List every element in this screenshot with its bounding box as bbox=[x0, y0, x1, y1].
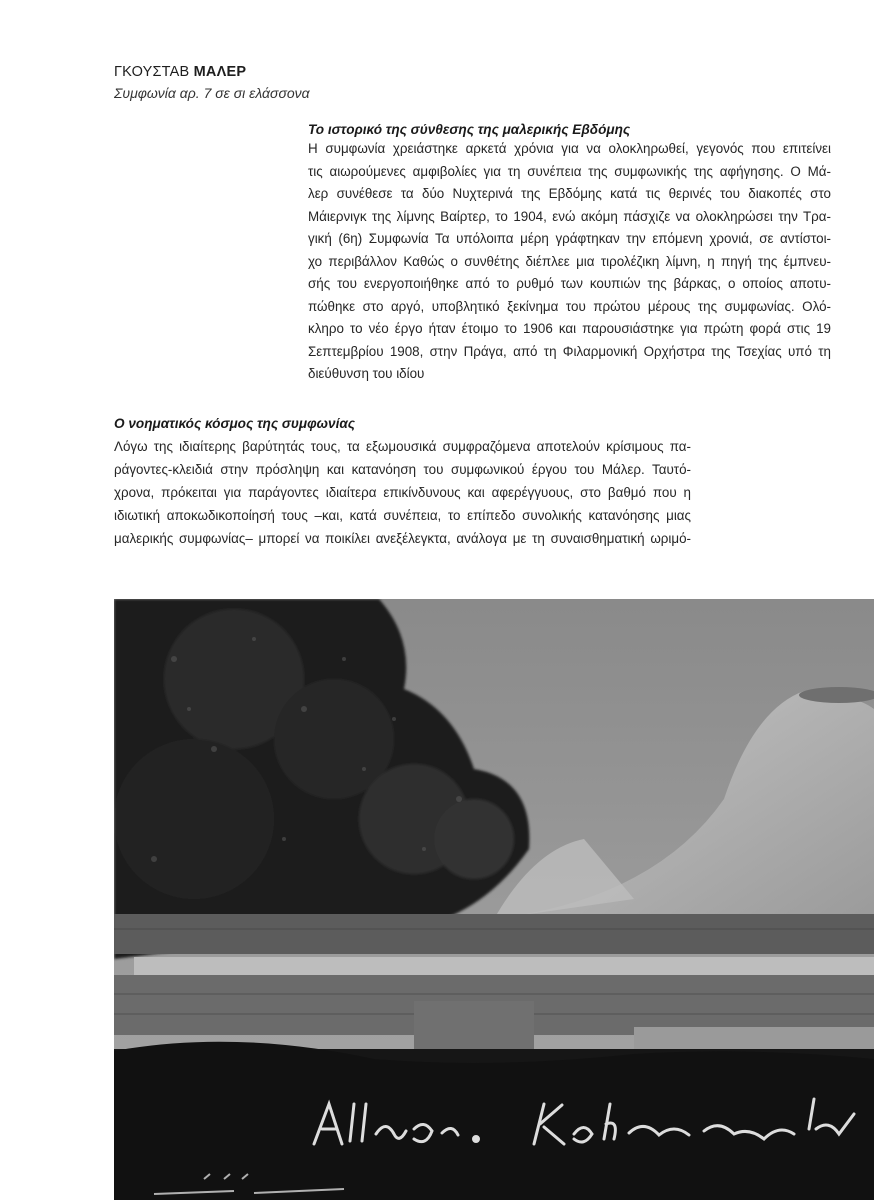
section2-line: χρονα, πρόκειται για παράγοντες ιδιαίτερα επικίνδυνους και αφερέγγυους, στο βαθμό που η bbox=[114, 485, 691, 500]
section1-line: χο περιβάλλον Καθώς ο συνθέτης διέπλεε μια τιρολέζικη λίμνη, η πηγή της έμπνευ- bbox=[308, 254, 831, 269]
work-title: Συμφωνία αρ. 7 σε σι ελάσσονα bbox=[114, 85, 310, 101]
section1-line: κληρο το νέο έργο ήταν έτοιμο το 1906 και παρουσιάστηκε για πρώτη φορά στις 19 bbox=[308, 321, 831, 336]
section1-line: τις αιωρούμενες αμφιβολίες για τη συνέπεια της συμφωνικής της αφήγησης. Ο Μά- bbox=[308, 164, 831, 179]
section1-line: γική (6η) Συμφωνία Τα υπόλοιπα μέρη γράφτηκαν την επόμενη χρονιά, σε αντίστοι- bbox=[308, 231, 831, 246]
composer-first-name: ΓΚΟΥΣΤΑΒ bbox=[114, 64, 190, 80]
section1-line: πώθηκε στο αργό, υποβλητικό ξεκίνημα του πρώτου μέρους της συμφωνίας. Ολό- bbox=[308, 299, 831, 314]
section1-line: σής του ενεργοποιήθηκε από το ρυθμό των κουπιών της βάρκας, ο οποίος αποτυ- bbox=[308, 276, 831, 291]
section1-line: Μάιερνιγκ της λίμνης Βαίρτερ, το 1904, ενώ ακόμη πάσχιζε να ολοκληρώσει την Τρα- bbox=[308, 209, 831, 224]
section1-heading: Το ιστορικό της σύνθεσης της μαλερικής Εβδόμης bbox=[308, 122, 631, 137]
section2-line: ιδιωτική αποκωδικοποίησή τους –και, κατά συνέπεια, το επίπεδο συνολικής κατανόησης μιας bbox=[114, 508, 691, 523]
section2-heading: Ο νοηματικός κόσμος της συμφωνίας bbox=[114, 416, 356, 431]
composer-last-name: ΜΑΛΕΡ bbox=[193, 64, 247, 80]
section2-line: ράγοντες-κλειδιά στην πρόσληψη και κατανόηση του συμφωνικού έργου του Μάλερ. Ταυτό- bbox=[114, 462, 691, 477]
composer-name bbox=[114, 62, 310, 82]
section2-line: Λόγω της ιδιαίτερης βαρύτητάς τους, τα εξωμουσικά συμφραζόμενα αποτελούν κρίσιμους πα- bbox=[114, 439, 691, 454]
section1-line: Σεπτεμβρίου 1908, στην Πράγα, από τη Φιλαρμονική Ορχήστρα της Τσεχίας υπό τη bbox=[308, 344, 831, 359]
section2-line: μαλερικής συμφωνίας– μπορεί να ποικίλει ανεξέλεγκτα, ανάλογα με τη συναισθηματική ωριμό- bbox=[114, 531, 691, 546]
page-header bbox=[114, 62, 310, 104]
section1-line: Η συμφωνία χρειάστηκε αρκετά χρόνια για να ολοκληρωθεί, γεγονός που επιτείνει bbox=[308, 141, 831, 156]
landscape-photo bbox=[114, 599, 874, 1200]
section1-line: λερ συνέθεσε τα δύο Νυχτερινά της Εβδόμης κατά τις θερινές του διακοπές στο bbox=[308, 186, 831, 201]
section1-line: διεύθυνση του ιδίου bbox=[308, 366, 425, 381]
